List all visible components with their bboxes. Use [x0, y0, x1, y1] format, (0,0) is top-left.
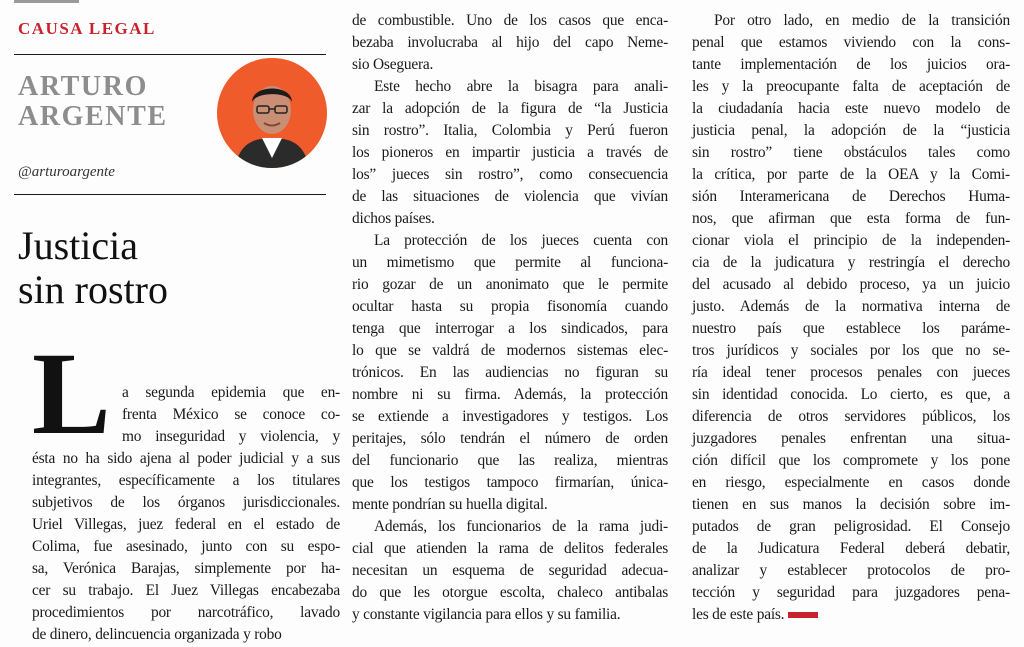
article-title-line2: sin rostro — [18, 267, 168, 312]
text-line-content: de la Judicatura Federal deberá debatir, — [692, 540, 1010, 557]
article-title — [18, 224, 318, 312]
text-line-content: de combustible. Uno de los casos que enca- — [352, 12, 668, 29]
text-line — [692, 384, 1010, 406]
text-line-content: sin identidad conocida. Lo cierto, es que, a — [692, 386, 1010, 403]
text-line — [352, 230, 668, 252]
text-line-content: sin rostro”. Italia, Colombia y Perú fueron — [352, 122, 668, 139]
author-name — [18, 72, 208, 132]
text-line-content: bezaba involucraba al hijo del capo Neme- — [352, 34, 668, 51]
text-line — [352, 472, 668, 494]
section-label: CAUSA LEGAL — [18, 19, 156, 38]
text-line-content: tenga que interrogar a los sindicados, para — [352, 320, 668, 337]
text-line-content: los” jueces sin rostro”, como consecuencia — [352, 166, 668, 183]
text-line — [692, 10, 1010, 32]
author-portrait-icon — [217, 58, 327, 168]
text-line — [352, 494, 668, 516]
text-line: subjetivos de los órganos jurisdiccionales. — [32, 494, 340, 511]
text-line — [352, 208, 668, 230]
text-line-content: la crítica, por parte de la OEA y la Comi- — [692, 166, 1010, 183]
text-line-content: los pioneros en impartir justicia a través de — [352, 144, 668, 161]
text-line-content: y constante vigilancia para ellos y su familia. — [352, 606, 621, 623]
text-line — [692, 274, 1010, 296]
text-line-content: diferencia de otros servidores públicos, los — [692, 408, 1010, 425]
text-line — [692, 318, 1010, 340]
text-line — [692, 164, 1010, 186]
text-line — [692, 472, 1010, 494]
text-line — [352, 98, 668, 120]
text-line — [692, 54, 1010, 76]
text-line-content: les de este país. — [692, 606, 785, 623]
text-line — [352, 560, 668, 582]
text-line-content: del funcionario que las realiza, mientras — [352, 452, 668, 469]
text-line-content: dichos países. — [352, 210, 435, 227]
text-line-content: mente pondrían su huella digital. — [352, 496, 548, 513]
text-line-content: sión Interamericana de Derechos Huma- — [692, 188, 1010, 205]
text-line — [692, 120, 1010, 142]
text-line — [352, 10, 668, 32]
text-line — [692, 32, 1010, 54]
text-line: frenta México se conoce co- — [122, 406, 340, 423]
text-line-content: juzgadores penales enfrentan una situa- — [692, 430, 1010, 447]
text-line-content: de las situaciones de violencia que vivían — [352, 188, 668, 205]
text-line — [692, 208, 1010, 230]
text-line-content: la ciudadanía hacia este nuevo modelo de — [692, 100, 1010, 117]
drop-cap: L — [32, 328, 111, 459]
author-name-line1: ARTURO — [18, 71, 148, 102]
text-line-content: ción difícil que los compromete y los pone — [692, 452, 1010, 469]
text-line-content: ocultar hasta su propia fisonomía cuando — [352, 298, 668, 315]
lead-paragraph — [32, 328, 340, 646]
text-line-content: se extiende a investigadores y testigos. Los — [352, 408, 668, 425]
text-line — [352, 76, 668, 98]
text-line — [692, 494, 1010, 516]
text-line — [692, 406, 1010, 428]
text-line-content: justo. Además de la normativa interna de — [692, 298, 1010, 315]
text-line-content: trónicos. En las audiencias no figuran su — [352, 364, 668, 381]
text-line: Uriel Villegas, juez federal en el estado de — [32, 516, 340, 533]
author-name-line2: ARGENTE — [18, 101, 168, 132]
divider — [14, 194, 326, 195]
text-line — [352, 318, 668, 340]
divider — [14, 54, 326, 55]
text-line — [692, 252, 1010, 274]
text-line — [352, 164, 668, 186]
text-line: procedimientos por narcotráfico, lavado — [32, 604, 340, 621]
text-line-content: rio gozar de un anonimato que le permite — [352, 276, 668, 293]
column-3 — [692, 10, 1010, 626]
text-line: sa, Verónica Barajas, simplemente por ha- — [32, 560, 340, 577]
text-line-content: necesitan un esquema de seguridad adecua- — [352, 562, 668, 579]
text-line-content: tección y seguridad para juzgadores pena- — [692, 584, 1010, 601]
text-line — [692, 142, 1010, 164]
text-line — [692, 296, 1010, 318]
text-line-content: analizar y establecer protocolos de pro- — [692, 562, 1010, 579]
text-line-content: do que les otorgue escolta, chaleco antibalas — [352, 584, 668, 601]
text-line — [352, 406, 668, 428]
text-line-content: en riesgo, especialmente en casos donde — [692, 474, 1010, 491]
text-line-content: putados de gran peligrosidad. El Consejo — [692, 518, 1010, 535]
text-line — [692, 516, 1010, 538]
text-line-content: cia de la judicatura y restringía el derecho — [692, 254, 1010, 271]
text-line — [352, 582, 668, 604]
text-line — [692, 340, 1010, 362]
text-line — [352, 450, 668, 472]
text-line-content: tante implementación de los juicios ora- — [692, 56, 1010, 73]
author-photo — [217, 58, 327, 168]
text-line — [352, 362, 668, 384]
text-line — [352, 340, 668, 362]
article-title-line1: Justicia — [18, 223, 138, 268]
text-line — [352, 516, 668, 538]
text-line — [352, 252, 668, 274]
text-line-content: sio Oseguera. — [352, 56, 434, 73]
text-line-content: Este hecho abre la bisagra para anali- — [374, 78, 668, 95]
text-line — [352, 186, 668, 208]
text-line-content: tienen en sus manos la decisión sobre im- — [692, 496, 1010, 513]
text-line — [692, 98, 1010, 120]
text-line-content: ría ideal tener procesos penales con jueces — [692, 364, 1010, 381]
text-line: a segunda epidemia que en- — [122, 384, 340, 401]
end-mark-icon — [788, 612, 818, 618]
text-line-content: nos, que afirman que esta forma de fun- — [692, 210, 1010, 227]
text-line-content: lo que se valdrá de modernos sistemas elec- — [352, 342, 668, 359]
text-line — [692, 76, 1010, 98]
text-line — [352, 274, 668, 296]
text-line — [352, 296, 668, 318]
text-line-content: del acusado al debido proceso, ya un juicio — [692, 276, 1010, 293]
text-line-content: Por otro lado, en medio de la transición — [714, 12, 1010, 29]
text-line — [692, 582, 1010, 604]
text-line-content: justicia penal, la adopción de la “justicia — [692, 122, 1010, 139]
text-line-content: tros jurídicos y sociales por los que no se- — [692, 342, 1010, 359]
text-line-content: que los testigos tampoco firmarían, única- — [352, 474, 668, 491]
text-line-content: penal que estamos viviendo con la cons- — [692, 34, 1010, 51]
text-line-content: zar la adopción de la figura de “la Justicia — [352, 100, 668, 117]
author-handle: @arturoargente — [18, 164, 115, 180]
text-line-content: sin rostro” tiene obstáculos tales como — [692, 144, 1010, 161]
text-line-content: Además, los funcionarios de la rama judi- — [374, 518, 668, 535]
text-line — [352, 384, 668, 406]
text-line-content: nuestro país que establece los paráme- — [692, 320, 1010, 337]
text-line-content: nombre ni su firma. Además, la protección — [352, 386, 668, 403]
text-line: ésta no ha sido ajena al poder judicial y a sus — [32, 450, 340, 467]
column-2 — [352, 10, 668, 626]
text-line — [352, 32, 668, 54]
text-line — [692, 428, 1010, 450]
text-line: integrantes, específicamente a los titulares — [32, 472, 340, 489]
text-line — [352, 428, 668, 450]
text-line — [692, 450, 1010, 472]
text-line-content: cionar viola el principio de la independen- — [692, 232, 1010, 249]
text-line: mo inseguridad y violencia, y — [122, 428, 340, 445]
text-line-content: les y la preocupante falta de aceptación de — [692, 78, 1010, 95]
text-line — [352, 142, 668, 164]
text-line — [692, 560, 1010, 582]
text-line: cer su trabajo. El Juez Villegas encabezaba — [32, 582, 340, 599]
text-line — [352, 54, 668, 76]
text-line-content: cial que atienden la rama de delitos federales — [352, 540, 668, 557]
text-line-content: La protección de los jueces cuenta con — [374, 232, 668, 249]
text-line — [352, 538, 668, 560]
text-line — [692, 230, 1010, 252]
text-line — [692, 538, 1010, 560]
text-line — [352, 604, 668, 626]
text-line — [692, 186, 1010, 208]
text-line — [352, 120, 668, 142]
text-line — [692, 362, 1010, 384]
text-line — [692, 604, 1010, 626]
text-line-content: peritajes, sólo tendrán el número de orden — [352, 430, 668, 447]
text-line: Colima, fue asesinado, junto con su espo- — [32, 538, 340, 555]
text-line: de dinero, delincuencia organizada y robo — [32, 626, 282, 643]
section-top-rule — [14, 0, 79, 3]
text-line-content: un mimetismo que permite al funciona- — [352, 254, 668, 271]
